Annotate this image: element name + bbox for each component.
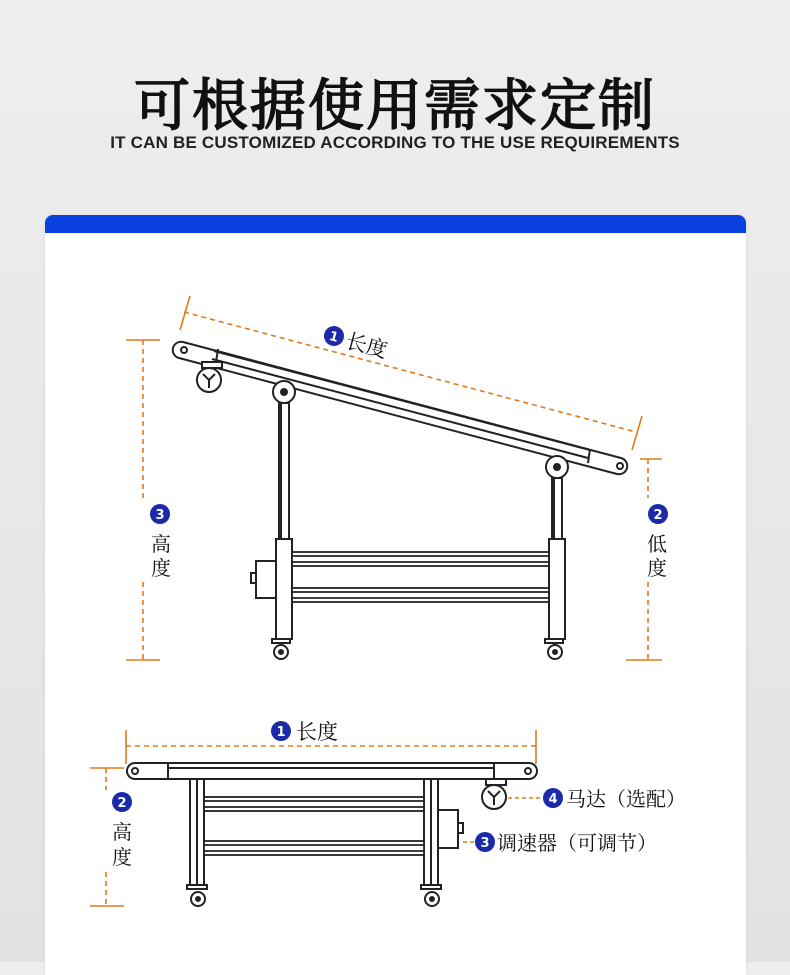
top-left-leg [272,381,295,659]
top-speed-controller [251,561,276,598]
motor-callout-label [543,787,686,811]
inclined-belt-frame [173,342,627,474]
top-crossbars [292,552,549,602]
bottom-height-label [112,792,132,869]
flat-belt-frame [127,763,537,779]
top-inclined-conveyor [126,296,668,660]
badge-number: 1 [276,725,286,740]
badge-number: 3 [155,508,165,523]
length-text: 长度 [343,328,390,363]
speed-controller-text: 调速器（可调节） [497,831,657,855]
bottom-length-label [271,720,338,744]
height-text-1: 高 [112,820,132,844]
top-low-label [647,504,668,580]
bottom-speed-controller [438,810,463,848]
page-title: 可根据使用需求定制 [134,74,656,139]
bottom-crossbars [204,797,424,855]
low-text-2: 度 [647,556,667,580]
low-text-1: 低 [647,532,667,556]
speed-controller-callout-label [475,831,657,855]
height-text-2: 度 [151,556,171,580]
badge-number: 2 [653,508,663,523]
top-length-label [321,323,390,363]
top-height-label [150,504,171,580]
height-text-1: 高 [151,532,171,556]
page-subtitle: IT CAN BE CUSTOMIZED ACCORDING TO THE USE REQUIREMENTS [110,133,680,152]
badge-number: 1 [327,329,340,346]
badge-number: 2 [117,796,127,811]
length-text: 长度 [296,720,338,744]
top-motor-icon [197,362,222,392]
badge-number: 4 [548,792,558,807]
bottom-motor-icon [482,779,506,809]
bottom-flat-conveyor [90,720,686,906]
motor-text: 马达（选配） [566,787,686,811]
height-text-2: 度 [112,845,132,869]
top-height-dimension [126,340,160,660]
badge-number: 3 [480,836,490,851]
